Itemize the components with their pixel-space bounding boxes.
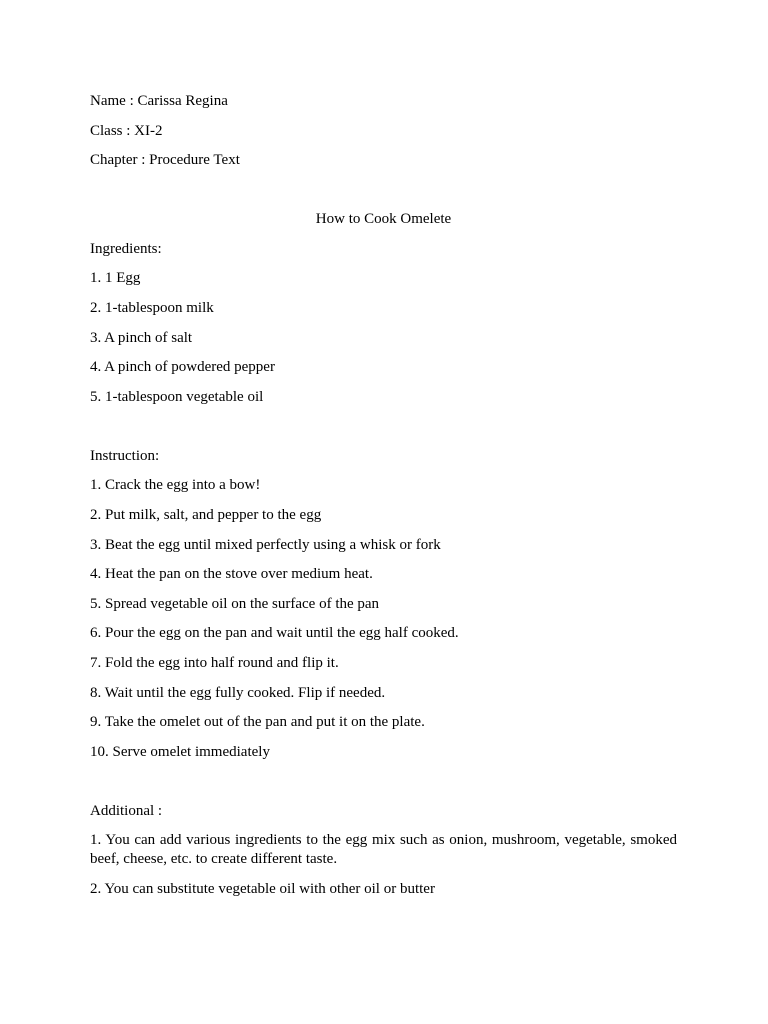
instruction-step: 9. Take the omelet out of the pan and put it on the plate. bbox=[90, 714, 425, 731]
instruction-step: 8. Wait until the egg fully cooked. Flip if needed. bbox=[90, 684, 386, 701]
additional-heading: Additional : bbox=[90, 802, 163, 819]
ingredient-item: 5. 1-tablespoon vegetable oil bbox=[90, 388, 264, 405]
instruction-step: 2. Put milk, salt, and pepper to the egg bbox=[90, 506, 322, 523]
student-class: Class : XI-2 bbox=[90, 122, 163, 139]
additional-note: 2. You can substitute vegetable oil with other oil or butter bbox=[90, 880, 435, 897]
instruction-step: 10. Serve omelet immediately bbox=[90, 743, 270, 760]
instruction-heading: Instruction: bbox=[90, 447, 160, 464]
ingredients-list bbox=[90, 269, 677, 406]
instruction-step: 4. Heat the pan on the stove over medium heat. bbox=[90, 566, 373, 583]
ingredients-heading: Ingredients: bbox=[90, 240, 162, 257]
instruction-step: 6. Pour the egg on the pan and wait until the egg half cooked. bbox=[90, 625, 459, 642]
document-title: How to Cook Omelete bbox=[315, 211, 452, 228]
additional-list bbox=[90, 831, 677, 899]
instruction-list bbox=[90, 476, 677, 761]
instruction-step: 3. Beat the egg until mixed perfectly using a whisk or fork bbox=[90, 536, 441, 553]
ingredient-item: 4. A pinch of powdered pepper bbox=[90, 359, 275, 376]
ingredient-item: 3. A pinch of salt bbox=[90, 329, 193, 346]
instruction-step: 7. Fold the egg into half round and flip it. bbox=[90, 654, 339, 671]
additional-note: 1. You can add various ingredients to the egg mix such as onion, mushroom, vegetable, smoked beef, cheese, etc. to create different taste. bbox=[90, 832, 677, 868]
ingredient-item: 1. 1 Egg bbox=[90, 270, 141, 287]
instruction-step: 1. Crack the egg into a bow! bbox=[90, 477, 261, 494]
instruction-step: 5. Spread vegetable oil on the surface of the pan bbox=[90, 595, 380, 612]
chapter-label: Chapter : Procedure Text bbox=[90, 152, 240, 169]
ingredient-item: 2. 1-tablespoon milk bbox=[90, 299, 214, 316]
document-body bbox=[90, 92, 677, 899]
student-name: Name : Carissa Regina bbox=[90, 93, 228, 109]
